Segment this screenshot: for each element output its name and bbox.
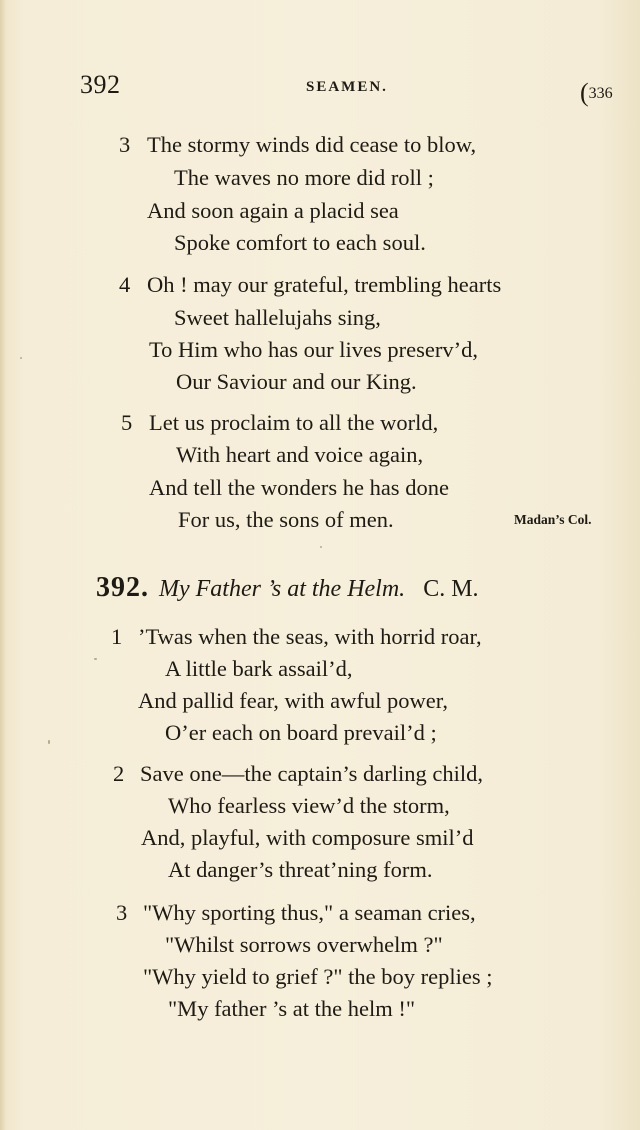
verse-line: Sweet hallelujahs sing, bbox=[174, 305, 381, 330]
verse-line: Spoke comfort to each soul. bbox=[174, 230, 426, 255]
verse-line: Who fearless view’d the storm, bbox=[168, 793, 450, 818]
verse-line: For us, the sons of men. bbox=[178, 507, 394, 532]
verse-line: "Whilst sorrows overwhelm ?" bbox=[165, 932, 443, 957]
verse-line: The stormy winds did cease to blow, bbox=[147, 132, 477, 157]
verse-line: To Him who has our lives preserv’d, bbox=[149, 337, 478, 362]
paper-speck bbox=[94, 658, 97, 660]
verse-line: At danger’s threat’ning form. bbox=[168, 857, 433, 882]
stanza-number: 3 bbox=[119, 132, 131, 157]
paper-speck bbox=[48, 740, 50, 744]
stanza-number: 3 bbox=[116, 900, 128, 925]
hymn-reference bbox=[580, 75, 613, 105]
page-edge-shadow bbox=[0, 0, 6, 1130]
verse-line: The waves no more did roll ; bbox=[174, 165, 434, 190]
verse-line: O’er each on board prevail’d ; bbox=[165, 720, 437, 745]
paper-speck bbox=[20, 357, 22, 359]
verse-line: "My father ’s at the helm !" bbox=[168, 996, 416, 1021]
attribution: Madan’s Col. bbox=[514, 512, 592, 527]
stanza-number: 1 bbox=[111, 624, 123, 649]
verse-line: Save one—the captain’s darling child, bbox=[140, 761, 484, 786]
verse-line: With heart and voice again, bbox=[176, 442, 424, 467]
hymn-heading bbox=[96, 572, 479, 608]
verse-line: "Why yield to grief ?" the boy replies ; bbox=[143, 964, 493, 989]
verse-line: Our Saviour and our King. bbox=[176, 369, 417, 394]
verse-line: And, playful, with composure smil’d bbox=[141, 825, 474, 850]
hymn-title: My Father ’s at the Helm. bbox=[159, 576, 406, 602]
verse-line: Let us proclaim to all the world, bbox=[149, 410, 439, 435]
stanza-number: 4 bbox=[119, 272, 131, 297]
paper-speck bbox=[320, 546, 322, 548]
page-header bbox=[0, 70, 640, 110]
verse-line: And soon again a placid sea bbox=[147, 198, 399, 223]
verse-line: ’Twas when the seas, with horrid roar, bbox=[138, 624, 482, 649]
verse-line: And tell the wonders he has done bbox=[149, 475, 449, 500]
hymn-reference-paren: ( bbox=[580, 78, 589, 107]
verse-line: And pallid fear, with awful power, bbox=[138, 688, 448, 713]
hymn-meter: C. M. bbox=[423, 576, 479, 602]
verse-line: A little bark assail’d, bbox=[165, 656, 353, 681]
hymn-reference-number: 336 bbox=[588, 85, 613, 102]
stanza-number: 2 bbox=[113, 761, 125, 786]
hymn-number: 392. bbox=[96, 572, 149, 603]
running-title: SEAMEN. bbox=[306, 79, 388, 95]
verse-line: Oh ! may our grateful, trembling hearts bbox=[147, 272, 502, 297]
stanza-number: 5 bbox=[121, 410, 133, 435]
page-number: 392 bbox=[80, 70, 121, 99]
verse-line: "Why sporting thus," a seaman cries, bbox=[143, 900, 476, 925]
